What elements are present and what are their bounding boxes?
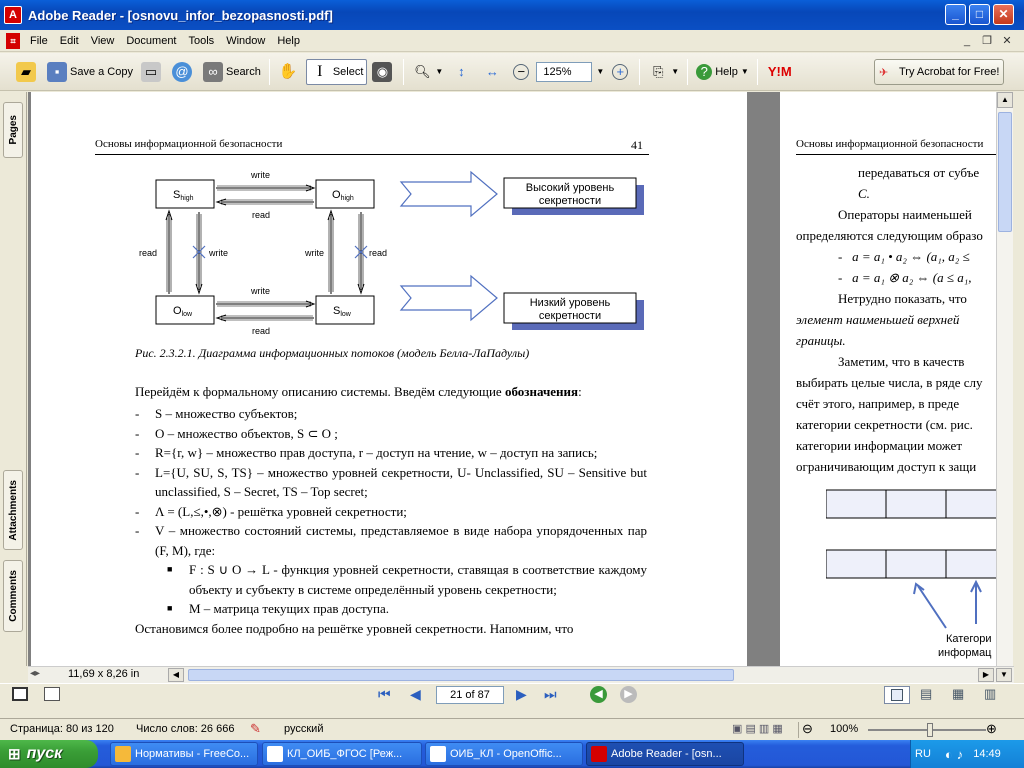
high-level-label-1: Высокий уровень xyxy=(525,182,615,194)
windows-logo-icon: ⊞ xyxy=(8,746,21,763)
single-page-button[interactable] xyxy=(884,686,910,704)
help-label: Help xyxy=(715,65,738,78)
vertical-scrollbar[interactable] xyxy=(996,92,1013,666)
list-item: - O – множество объектов, S ⊂ O ; xyxy=(135,424,647,444)
intro-paragraph xyxy=(135,384,582,400)
zoom-in-status-button[interactable]: ⊕ xyxy=(986,721,997,736)
item-text: Λ = (L,≤,•,⊗) - решётка уровней секретности; xyxy=(155,503,407,519)
folder-open-icon: ▰ xyxy=(16,62,36,82)
s-low-box xyxy=(316,296,374,324)
text-line: счёт этого, например, в преде xyxy=(796,396,960,411)
intro-text: Перейдём к формальному описанию системы. Введём следующие xyxy=(135,384,505,399)
sub-list-item: ■ F : S ∪ O → L - функция уровней секретности, ставящая в соответствие каждому объекту и субъекту в системе определённый уровень секретности; xyxy=(135,560,647,599)
status-language: русский xyxy=(284,723,324,735)
camera-icon: ◉ xyxy=(372,62,392,82)
menu-bar xyxy=(0,30,1024,52)
text-line: выбирать целые числа, в ряде слу xyxy=(796,375,983,390)
horizontal-scroll-thumb[interactable] xyxy=(188,669,734,681)
zoom-input[interactable]: 125% xyxy=(536,62,592,82)
status-bar xyxy=(0,718,1024,740)
zoom-out-status-button[interactable]: ⊖ xyxy=(802,721,813,736)
go-forward-button[interactable]: ▶ xyxy=(620,686,637,703)
item-text: L={U, SU, S, TS} – множество уровней секретности, U- Unclassified, SU – Sensitive but unclassified, S – Secret, TS – Top secret; xyxy=(155,464,647,499)
adobe-reader-logo-icon: A xyxy=(4,6,22,24)
search-button[interactable] xyxy=(200,59,264,85)
scroll-down-button[interactable]: ▼ xyxy=(996,668,1012,682)
first-page-button[interactable]: ⏮ xyxy=(378,686,391,702)
binoculars-icon: ∞ xyxy=(203,62,223,82)
save-copy-button[interactable] xyxy=(44,59,136,85)
plus-icon: + xyxy=(612,64,628,80)
subitem-text: F : S ∪ O → L - функция уровней секретности, ставящая в соответствие каждому объекту и субъекту в системе определённый уровень секретности; xyxy=(189,562,647,597)
task-writer-kl[interactable] xyxy=(262,742,422,766)
horizontal-scrollbar-row xyxy=(28,666,1014,683)
chevron-down-icon: ▼ xyxy=(596,67,605,76)
formula-line: - a = a₁ • a₂ ⇔ (a₁, a₂ ≤ xyxy=(838,249,970,264)
text-line: границы. xyxy=(796,333,846,348)
taskbar xyxy=(0,740,1024,768)
low-level-arrow-icon xyxy=(401,276,497,320)
fit-width-button[interactable] xyxy=(479,59,508,85)
scroll-up-button[interactable]: ▲ xyxy=(997,92,1013,108)
sun-icon xyxy=(115,746,131,762)
maximize-button[interactable]: □ xyxy=(969,4,990,25)
search-label: Search xyxy=(225,65,261,78)
help-button[interactable] xyxy=(693,59,752,85)
writer-document-icon xyxy=(267,746,283,762)
pointer-arrow-icon xyxy=(914,584,946,628)
s-high-label: Shigh xyxy=(173,189,194,202)
menu-file[interactable]: File xyxy=(30,34,48,47)
menu-edit[interactable]: Edit xyxy=(59,34,79,47)
email-globe-icon: @ xyxy=(172,62,192,82)
text-line: передаваться от субъе xyxy=(858,165,980,180)
menu-document[interactable]: Document xyxy=(126,34,177,47)
horizontal-fit-icon: ↔ xyxy=(485,63,499,79)
writer-document-icon xyxy=(430,746,446,762)
s-high-box xyxy=(156,180,214,208)
minimize-button[interactable]: _ xyxy=(945,4,966,25)
task-adobe-reader[interactable] xyxy=(586,742,744,766)
write-left-label: write xyxy=(209,248,229,258)
definitions-list xyxy=(135,404,647,638)
previous-page-button[interactable]: ◀ xyxy=(410,686,421,702)
bell-lapadula-diagram xyxy=(121,164,661,339)
spellcheck-icon[interactable]: ✎ xyxy=(250,721,261,736)
language-indicator[interactable]: RU xyxy=(915,748,931,760)
page-number: 41 xyxy=(631,138,643,152)
sub-list-item: ■ M – матрица текущих прав доступа. xyxy=(135,599,647,619)
pdf-page-next xyxy=(780,92,996,666)
text-line: категории информации может xyxy=(796,438,963,453)
print-button[interactable] xyxy=(138,59,167,85)
try-acrobat-button[interactable] xyxy=(874,59,1004,85)
o-low-label: Olow xyxy=(173,305,193,318)
intro-end: : xyxy=(578,384,582,399)
list-item: - Λ = (L,≤,•,⊗) - решётка уровней секретности; xyxy=(135,502,647,522)
task-label: Нормативы - FreeCo... xyxy=(135,748,250,760)
hand-tool-button[interactable] xyxy=(275,59,304,85)
item-text: S – множество субъектов; xyxy=(155,406,298,421)
figure-label-1: Категори xyxy=(946,633,992,645)
start-label: пуск xyxy=(26,745,63,762)
title-bar xyxy=(0,0,1024,30)
doc-minimize-button[interactable]: _ xyxy=(963,35,971,47)
low-level-label-1: Низкий уровень xyxy=(529,297,611,309)
item-text: O – множество объектов, S ⊂ O ; xyxy=(155,425,338,441)
continuous-facing-button[interactable]: ▥ xyxy=(984,686,997,701)
running-header-next: Основы информационной безопасности xyxy=(796,138,984,150)
read-right-label: read xyxy=(369,248,388,258)
write-right-label: write xyxy=(305,248,325,258)
text-cursor-icon: I xyxy=(317,62,323,80)
zoom-slider-thumb[interactable] xyxy=(927,723,933,737)
task-freecommander[interactable] xyxy=(110,742,258,766)
save-copy-label: Save a Copy xyxy=(70,65,133,78)
list-item: - R={r, w} – множество прав доступа, r – доступ на чтение, w – доступ на запись; xyxy=(135,443,647,463)
menu-window[interactable]: Window xyxy=(226,34,266,47)
task-label: ОИБ_КЛ - OpenOffic... xyxy=(450,748,562,760)
page-size-label: 11,69 x 8,26 in xyxy=(68,668,140,680)
go-back-button[interactable]: ◀ xyxy=(590,686,607,703)
header-rule xyxy=(796,154,996,155)
next-page-button[interactable]: ▶ xyxy=(516,686,527,702)
page-number-input[interactable]: 21 of 87 xyxy=(436,686,504,704)
rotate-button[interactable] xyxy=(645,59,682,85)
list-item: - S – множество субъектов; xyxy=(135,404,647,424)
volume-icon[interactable]: ♪ xyxy=(956,746,964,762)
actual-size-button[interactable] xyxy=(448,59,477,85)
chevron-down-icon: ▼ xyxy=(740,67,749,76)
page-display-icon[interactable] xyxy=(44,687,60,701)
page-rotate-icon: ⎘ xyxy=(653,63,664,79)
status-words: Число слов: 26 666 xyxy=(136,723,235,735)
formula-text: a = a₁ ⊗ a₂ ⇔ (a ≤ a₁, xyxy=(852,270,972,285)
write-bottom-label: write xyxy=(251,286,271,296)
yahoo-icon: Y!M xyxy=(767,63,792,79)
scroll-right-button[interactable]: ▶ xyxy=(978,668,994,682)
split-handle-icon[interactable]: ◂▸ xyxy=(30,668,41,679)
read-bottom-label: read xyxy=(252,326,271,336)
page-navigation-bar xyxy=(0,683,1024,705)
pointer-arrow-icon xyxy=(971,582,981,624)
menu-tools[interactable]: Tools xyxy=(188,34,215,47)
doc-close-button[interactable]: ✕ xyxy=(1002,35,1012,47)
toolbar xyxy=(0,53,1024,91)
help-tray-icon[interactable]: ◐ xyxy=(944,746,953,762)
formula-line: - a = a₁ ⊗ a₂ ⇔ (a ≤ a₁, xyxy=(838,270,972,285)
vertical-fit-icon: ↕ xyxy=(458,63,465,79)
item-text: V – множество состояний системы, представляемое в виде набора упорядоченных пар (F, M), где: xyxy=(155,523,647,558)
text-line: определяются следующим образо xyxy=(796,228,983,243)
list-item: - V – множество состояний системы, представляемое в виде набора упорядоченных пар (F, M), где: xyxy=(135,521,647,560)
text-line: Заметим, что в качеств xyxy=(838,354,965,369)
status-page: Страница: 80 из 120 xyxy=(10,723,114,735)
scroll-thumb[interactable] xyxy=(998,112,1012,232)
view-layout-icon[interactable]: ▣ ▤ ▥ ▦ xyxy=(732,723,783,735)
select-label: Select xyxy=(332,65,364,78)
write-top-label: write xyxy=(251,170,271,180)
magnifier-icon: 🔍︎ xyxy=(414,63,431,79)
pdf-page xyxy=(31,92,747,666)
continuous-button[interactable]: ▤ xyxy=(920,686,933,701)
try-acrobat-label: Try Acrobat for Free! xyxy=(899,66,1000,78)
text-line: категории секретности (см. рис. xyxy=(796,417,973,432)
o-high-label: Ohigh xyxy=(332,189,354,202)
o-high-box xyxy=(316,180,374,208)
clock: 14:49 xyxy=(973,748,1001,760)
item-text: R={r, w} – множество прав доступа, r – доступ на чтение, w – доступ на запись; xyxy=(155,445,598,460)
high-level-arrow-icon xyxy=(401,172,497,216)
text-line: Нетрудно показать, что xyxy=(838,291,967,306)
doc-restore-button[interactable]: ❐ xyxy=(982,35,992,47)
zoom-in-button[interactable] xyxy=(609,59,634,85)
facing-button[interactable]: ▦ xyxy=(952,686,965,701)
figure-caption: Рис. 2.3.2.1. Диаграмма информационных потоков (модель Белла-ЛаПадулы) xyxy=(135,346,530,360)
figure-label-2: информац xyxy=(938,647,992,659)
close-button[interactable]: ✕ xyxy=(993,4,1014,25)
header-rule xyxy=(95,154,649,155)
running-header: Основы информационной безопасности xyxy=(95,138,283,150)
menu-help[interactable]: Help xyxy=(277,34,300,47)
select-tool-button[interactable] xyxy=(306,59,368,85)
text-line: элемент наименьшей верхней xyxy=(796,312,960,327)
s-low-label: Slow xyxy=(333,305,351,318)
yahoo-button[interactable] xyxy=(763,59,800,85)
text-line: ограничивающим доступ к защи xyxy=(796,459,977,474)
minus-icon: − xyxy=(513,64,529,80)
adobe-reader-icon xyxy=(591,746,607,762)
task-label: Adobe Reader - [osn... xyxy=(611,748,722,760)
snapshot-button[interactable] xyxy=(369,59,398,85)
floppy-icon: ▪ xyxy=(47,62,67,82)
start-button[interactable] xyxy=(0,740,98,768)
email-button[interactable] xyxy=(169,59,198,85)
chevron-down-icon: ▼ xyxy=(435,67,444,76)
document-icon[interactable]: ⌗ xyxy=(6,33,20,49)
scroll-left-button[interactable]: ◀ xyxy=(168,668,184,682)
tab-attachments[interactable] xyxy=(3,470,23,550)
tab-pages[interactable] xyxy=(3,102,23,158)
window-title: Adobe Reader - [osnovu_infor_bezopasnosti.pdf] xyxy=(28,7,333,23)
tab-pages-label: Pages xyxy=(7,115,19,145)
zoom-in-tool-button[interactable] xyxy=(409,59,446,85)
closing-line: Остановимся более подробно на решётке уровней секретности. Напомним, что xyxy=(135,620,574,636)
document-view[interactable] xyxy=(28,92,996,666)
acrobat-icon: ✈ xyxy=(879,66,889,79)
menu-view[interactable]: View xyxy=(90,34,115,47)
subitem-text: M – матрица текущих прав доступа. xyxy=(189,601,390,616)
tab-attachments-label: Attachments xyxy=(7,479,19,541)
chevron-down-icon: ▼ xyxy=(671,67,680,76)
task-label: КЛ_ОИБ_ФГОС [Реж... xyxy=(287,748,403,760)
tab-comments-label: Comments xyxy=(7,570,19,622)
high-level-label-2: секретности xyxy=(538,195,602,207)
hand-icon: ✋ xyxy=(278,62,298,80)
last-page-button[interactable]: ⏭ xyxy=(544,686,557,702)
intro-bold: обозначения xyxy=(504,384,579,399)
read-left-label: read xyxy=(139,248,158,258)
category-figure xyxy=(826,488,996,666)
status-zoom: 100% xyxy=(830,723,859,735)
formula-text: a = a₁ • a₂ ⇔ (a₁, a₂ ≤ xyxy=(852,249,970,264)
zoom-dropdown[interactable] xyxy=(593,59,607,85)
system-tray xyxy=(910,740,1024,768)
zoom-out-button[interactable] xyxy=(510,59,535,85)
o-low-box xyxy=(156,296,214,324)
navigation-panel xyxy=(0,92,27,666)
fullscreen-icon[interactable] xyxy=(12,687,28,701)
text-line: C. xyxy=(858,186,870,201)
low-level-label-2: секретности xyxy=(538,310,602,322)
tab-comments[interactable] xyxy=(3,560,23,632)
help-icon: ? xyxy=(696,64,712,80)
printer-icon: ▭ xyxy=(141,62,161,82)
list-item: - L={U, SU, S, TS} – множество уровней секретности, U- Unclassified, SU – Sensitive but unclassified, S – Secret, TS – Top secret; xyxy=(135,463,647,502)
task-writer-oib[interactable] xyxy=(425,742,583,766)
text-line: Операторы наименьшей xyxy=(838,207,972,222)
open-button[interactable] xyxy=(13,59,42,85)
next-page-text xyxy=(796,162,996,477)
read-top-label: read xyxy=(252,210,271,220)
